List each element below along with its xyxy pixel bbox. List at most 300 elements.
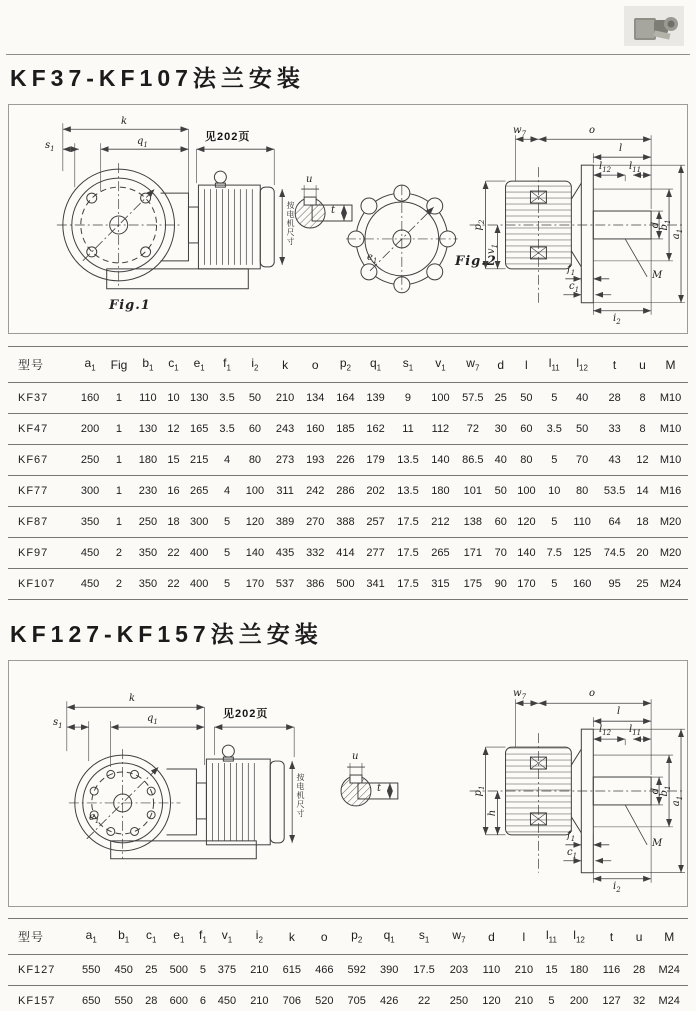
value-cell: M20 [653,507,688,538]
value-cell: 265 [184,476,214,507]
value-cell: 592 [341,955,373,986]
column-header: $v_1$ [211,919,243,955]
column-header: $w_7$ [443,919,475,955]
value-cell: 160 [300,414,330,445]
value-cell: 57.5 [456,383,491,414]
value-cell: 180 [425,476,455,507]
value-cell: 5 [541,445,567,476]
model-cell: KF127 [8,955,75,986]
column-header: $a_1$ [75,347,105,383]
dimension-table-kf37-kf107 [8,346,688,600]
value-cell: 706 [276,986,308,1011]
dim-label-b1: $b_1$ [659,785,672,797]
dim-label-k: k [121,116,128,127]
value-cell: 25 [490,383,511,414]
column-header: k [276,919,308,955]
dim-label-s1: $s_1$ [45,140,55,153]
value-cell: 13.5 [391,445,426,476]
value-cell: 140 [425,445,455,476]
value-cell: 17.5 [405,955,442,986]
value-cell: 5 [214,538,240,569]
value-cell: 273 [270,445,300,476]
dim-label-f1: $f_1$ [567,264,576,277]
column-header: k [270,347,300,383]
value-cell: 185 [330,414,360,445]
value-cell: 70 [567,445,597,476]
value-cell: 450 [211,986,243,1011]
value-cell: 72 [456,414,491,445]
column-header: $f_1$ [195,919,211,955]
value-cell: 1 [105,476,133,507]
table-row [8,955,688,986]
value-cell: 200 [563,986,595,1011]
value-cell: 4 [214,476,240,507]
value-cell: 28 [628,955,651,986]
value-cell: 18 [163,507,184,538]
technical-drawing-kf127-kf157 [9,661,687,904]
value-cell: 210 [243,955,275,986]
value-cell: 3.5 [214,383,240,414]
dim-label-i2: $i_2$ [613,881,621,894]
dim-label-c1: $c_1$ [569,281,580,294]
value-cell: 414 [330,538,360,569]
value-cell: 180 [133,445,163,476]
column-header: $b_1$ [107,919,139,955]
value-cell: 17.5 [391,569,426,600]
value-cell: 350 [75,507,105,538]
dim-label-a1: $a_1$ [671,228,684,240]
header-divider [6,54,690,55]
column-header: t [595,919,627,955]
value-cell: 250 [443,986,475,1011]
column-header: M [650,919,688,955]
value-cell: 600 [163,986,195,1011]
value-cell: 30 [490,414,511,445]
dim-label-b1: $b_1$ [659,219,672,231]
value-cell: 200 [75,414,105,445]
dim-label-l: l [617,706,621,717]
value-cell: 2 [105,569,133,600]
model-cell: KF97 [8,538,75,569]
value-cell: 537 [270,569,300,600]
column-header: $a_1$ [75,919,107,955]
dim-label-d: d [650,787,661,795]
column-header: $l_{12}$ [567,347,597,383]
value-cell: 22 [163,538,184,569]
value-cell: 140 [511,538,541,569]
value-cell: 138 [456,507,491,538]
dim-label-w7: $w_7$ [513,688,527,701]
value-cell: 179 [360,445,390,476]
see-page-note: 见202页 [205,131,251,143]
value-cell: 20 [632,538,653,569]
figure-box-kf127-kf157 [8,660,688,907]
column-header: 型号 [8,919,75,955]
column-header: o [308,919,340,955]
value-cell: 80 [567,476,597,507]
value-cell: 257 [360,507,390,538]
value-cell: 311 [270,476,300,507]
model-cell: KF87 [8,507,75,538]
value-cell: M10 [653,383,688,414]
value-cell: 286 [330,476,360,507]
model-cell: KF157 [8,986,75,1011]
value-cell: 2 [105,538,133,569]
model-cell: KF47 [8,414,75,445]
value-cell: 16 [163,476,184,507]
value-cell: 230 [133,476,163,507]
table-row [8,507,688,538]
value-cell: 50 [511,383,541,414]
value-cell: 100 [240,476,270,507]
value-cell: 466 [308,955,340,986]
value-cell: 388 [330,507,360,538]
value-cell: 212 [425,507,455,538]
column-header: $p_2$ [341,919,373,955]
fig1-caption: Fig.1 [109,298,151,313]
value-cell: 170 [240,569,270,600]
dim-label-u: u [306,174,313,185]
table-header-row [8,919,688,955]
value-cell: 120 [475,986,507,1011]
dim-label-p2: $p_2$ [473,219,486,231]
value-cell: 28 [140,986,163,1011]
see-page-note: 见202页 [223,708,269,720]
value-cell: 315 [425,569,455,600]
value-cell: 426 [373,986,405,1011]
value-cell: 615 [276,955,308,986]
column-header: $l_{11}$ [540,919,563,955]
value-cell: 203 [443,955,475,986]
value-cell: 389 [270,507,300,538]
dim-label-u: u [352,751,359,762]
dimension-table-kf127-kf157 [8,918,688,1011]
value-cell: 60 [490,507,511,538]
model-cell: KF107 [8,569,75,600]
dim-label-e1: $e_1$ [89,812,100,825]
value-cell: 60 [511,414,541,445]
dim-label-t: t [331,205,336,216]
value-cell: 130 [184,383,214,414]
value-cell: 226 [330,445,360,476]
value-cell: 4 [214,445,240,476]
value-cell: 390 [373,955,405,986]
column-header: d [475,919,507,955]
column-header: $i_2$ [243,919,275,955]
value-cell: 350 [133,538,163,569]
table-row [8,986,688,1011]
fig2-caption: Fig.2 [455,254,497,269]
value-cell: 22 [163,569,184,600]
value-cell: 242 [300,476,330,507]
column-header: $q_1$ [360,347,390,383]
value-cell: 5 [541,569,567,600]
value-cell: 43 [597,445,632,476]
dim-label-s1: $s_1$ [53,717,63,730]
table-row [8,445,688,476]
value-cell: 1 [105,383,133,414]
value-cell: 8 [632,414,653,445]
table-row [8,569,688,600]
value-cell: 550 [107,986,139,1011]
dim-label-e1: $e_1$ [367,252,378,265]
value-cell: 120 [240,507,270,538]
value-cell: 80 [511,445,541,476]
value-cell: 28 [597,383,632,414]
value-cell: 110 [133,383,163,414]
value-cell: 375 [211,955,243,986]
value-cell: 215 [184,445,214,476]
value-cell: 10 [163,383,184,414]
motor-size-note: 按电机尺寸 [286,201,295,246]
column-header: $v_1$ [425,347,455,383]
value-cell: 90 [490,569,511,600]
value-cell: 110 [475,955,507,986]
column-header: t [597,347,632,383]
value-cell: 300 [184,507,214,538]
value-cell: 60 [240,414,270,445]
value-cell: 64 [597,507,632,538]
column-header: $e_1$ [163,919,195,955]
value-cell: M16 [653,476,688,507]
value-cell: 17.5 [391,538,426,569]
value-cell: 33 [597,414,632,445]
dim-label-p1: $p_1$ [473,785,486,797]
column-header: M [653,347,688,383]
value-cell: 1 [105,414,133,445]
value-cell: 130 [133,414,163,445]
table-row [8,476,688,507]
column-header: o [300,347,330,383]
value-cell: 12 [632,445,653,476]
column-header: l [508,919,540,955]
value-cell: 520 [308,986,340,1011]
column-header: $s_1$ [391,347,426,383]
dim-label-o: o [589,688,596,699]
column-header: $w_7$ [456,347,491,383]
value-cell: 210 [270,383,300,414]
value-cell: 127 [595,986,627,1011]
value-cell: 17.5 [391,507,426,538]
value-cell: 95 [597,569,632,600]
value-cell: M24 [650,955,688,986]
dim-label-l11: $l_{11}$ [629,161,642,174]
value-cell: M24 [650,986,688,1011]
value-cell: 277 [360,538,390,569]
value-cell: 11 [391,414,426,445]
value-cell: 171 [456,538,491,569]
value-cell: 134 [300,383,330,414]
value-cell: 435 [270,538,300,569]
value-cell: 386 [300,569,330,600]
value-cell: 175 [456,569,491,600]
value-cell: 116 [595,955,627,986]
value-cell: 8 [632,383,653,414]
value-cell: 112 [425,414,455,445]
dim-label-a1: $a_1$ [671,795,684,807]
column-header: $p_2$ [330,347,360,383]
value-cell: 25 [632,569,653,600]
dim-label-l12: $l_{12}$ [599,724,612,737]
value-cell: 50 [240,383,270,414]
table-header-row [8,347,688,383]
value-cell: 250 [75,445,105,476]
value-cell: 164 [330,383,360,414]
column-header: $i_2$ [240,347,270,383]
model-cell: KF77 [8,476,75,507]
value-cell: 139 [360,383,390,414]
value-cell: 550 [75,955,107,986]
model-cell: KF37 [8,383,75,414]
dim-label-l: l [619,143,623,154]
value-cell: 341 [360,569,390,600]
value-cell: 25 [140,955,163,986]
column-header: $c_1$ [163,347,184,383]
value-cell: 5 [541,383,567,414]
value-cell: 15 [163,445,184,476]
gearmotor-photo-image [624,6,684,46]
dim-label-i2: $i_2$ [613,313,621,326]
value-cell: 162 [360,414,390,445]
dim-label-l12: $l_{12}$ [599,161,612,174]
dim-label-M: M [652,838,663,849]
value-cell: 80 [240,445,270,476]
value-cell: 40 [567,383,597,414]
value-cell: M10 [653,445,688,476]
value-cell: 1 [105,445,133,476]
dim-label-k: k [129,693,136,704]
value-cell: 243 [270,414,300,445]
dim-label-q1: $q_1$ [147,713,158,726]
value-cell: 50 [567,414,597,445]
value-cell: 210 [243,986,275,1011]
value-cell: 100 [425,383,455,414]
value-cell: 86.5 [456,445,491,476]
value-cell: 350 [133,569,163,600]
value-cell: 270 [300,507,330,538]
value-cell: 15 [540,955,563,986]
figure-box-kf37-kf107 [8,104,688,334]
value-cell: 22 [405,986,442,1011]
gearmotor-photo [624,6,684,46]
value-cell: 3.5 [541,414,567,445]
dim-label-c1: $c_1$ [567,847,578,860]
column-header: 型号 [8,347,75,383]
value-cell: 125 [567,538,597,569]
value-cell: 332 [300,538,330,569]
value-cell: 202 [360,476,390,507]
value-cell: 12 [163,414,184,445]
value-cell: 5 [214,507,240,538]
value-cell: 140 [240,538,270,569]
value-cell: 5 [195,955,211,986]
value-cell: 400 [184,538,214,569]
column-header: d [490,347,511,383]
value-cell: 40 [490,445,511,476]
column-header: u [632,347,653,383]
dim-label-f1: $f_1$ [567,830,576,843]
value-cell: 7.5 [541,538,567,569]
column-header: $c_1$ [140,919,163,955]
value-cell: 9 [391,383,426,414]
value-cell: 13.5 [391,476,426,507]
value-cell: 210 [508,986,540,1011]
value-cell: 110 [567,507,597,538]
value-cell: 170 [511,569,541,600]
value-cell: 500 [163,955,195,986]
column-header: $b_1$ [133,347,163,383]
value-cell: 160 [567,569,597,600]
value-cell: 50 [490,476,511,507]
value-cell: 70 [490,538,511,569]
motor-size-note: 按电机尺寸 [296,773,305,818]
model-cell: KF67 [8,445,75,476]
dim-label-M: M [652,270,663,281]
value-cell: 180 [563,955,595,986]
column-header: $s_1$ [405,919,442,955]
value-cell: 14 [632,476,653,507]
value-cell: 32 [628,986,651,1011]
value-cell: 160 [75,383,105,414]
column-header: $l_{12}$ [563,919,595,955]
value-cell: 705 [341,986,373,1011]
value-cell: 210 [508,955,540,986]
value-cell: 3.5 [214,414,240,445]
value-cell: M24 [653,569,688,600]
value-cell: 165 [184,414,214,445]
value-cell: 400 [184,569,214,600]
value-cell: 18 [632,507,653,538]
value-cell: 300 [75,476,105,507]
value-cell: 101 [456,476,491,507]
column-header: $e_1$ [184,347,214,383]
value-cell: 450 [107,955,139,986]
table-row [8,538,688,569]
value-cell: 10 [541,476,567,507]
dim-label-q1: $q_1$ [137,136,148,149]
value-cell: 450 [75,569,105,600]
value-cell: 1 [105,507,133,538]
dim-label-l11: $l_{11}$ [629,724,642,737]
value-cell: 53.5 [597,476,632,507]
table-row [8,414,688,445]
column-header: Fig [105,347,133,383]
column-header: $f_1$ [214,347,240,383]
column-header: $q_1$ [373,919,405,955]
column-header: u [628,919,651,955]
dim-label-w7: $w_7$ [513,125,527,138]
value-cell: M20 [653,538,688,569]
value-cell: M10 [653,414,688,445]
value-cell: 5 [214,569,240,600]
value-cell: 5 [540,986,563,1011]
column-header: l [511,347,541,383]
value-cell: 450 [75,538,105,569]
dim-label-h: h [487,809,498,817]
value-cell: 193 [300,445,330,476]
value-cell: 500 [330,569,360,600]
value-cell: 5 [541,507,567,538]
column-header: $l_{11}$ [541,347,567,383]
dim-label-o: o [589,125,596,136]
dim-label-d: d [650,221,661,229]
value-cell: 120 [511,507,541,538]
section1-title: KF37-KF107法兰安装 [10,65,305,91]
table-row [8,383,688,414]
value-cell: 650 [75,986,107,1011]
dim-label-t: t [377,783,382,794]
dim-label-v1: $v_1$ [486,243,499,255]
